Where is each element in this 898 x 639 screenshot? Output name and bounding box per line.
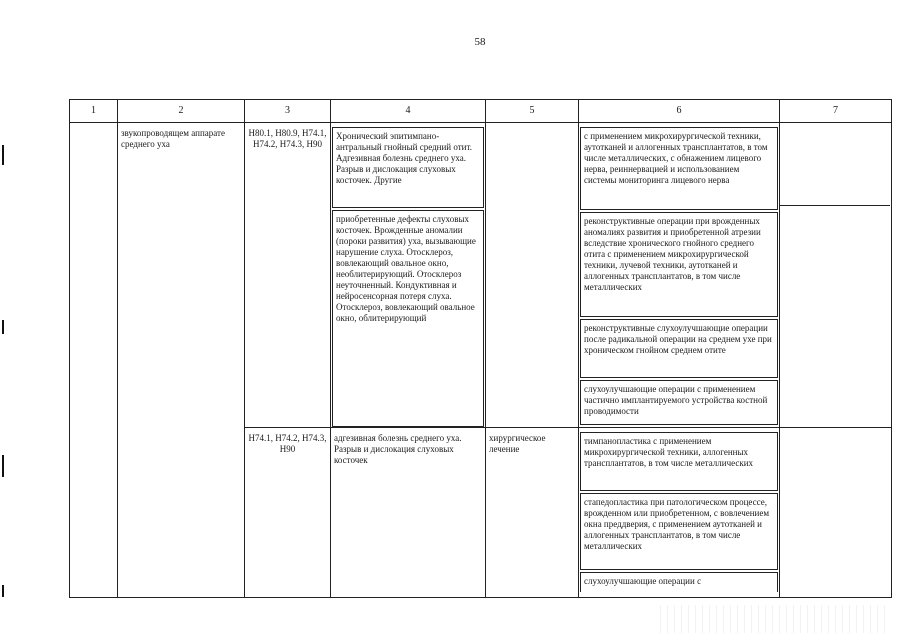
treatment-type: хирургическое лечение [489, 433, 546, 454]
scan-edge-mark [2, 455, 4, 477]
column-header: 2 [118, 100, 245, 123]
method-block: с применением микрохирургической техники, аутотканей и аллогенных трансплантатов, в том числе металлических, с обнажением лицевого нерва, реиннервацией и использованием системы мониторинга лицевого нерва [580, 127, 778, 210]
scan-edge-mark [2, 145, 4, 165]
method-block: реконструктивные операции при врожденных аномалиях развития и приобретенной атрезии вследствие хронического гнойного среднего отита с применением микрохирургической техники, лучевой техники, аутотканей и аллогенных трансплантатов, в том числе металлических [580, 212, 778, 317]
column-header: 1 [70, 100, 118, 123]
cell-col6 [579, 123, 780, 428]
column-header: 4 [331, 100, 486, 123]
cell-col1 [70, 123, 118, 598]
scan-edge-mark [2, 320, 4, 334]
method-block: слухоулучшающие операции с применением частично имплантируемого устройства костной проводимости [580, 380, 778, 425]
method-block: стапедопластика при патологическом процессе, врожденном или приобретенном, с вовлечением окна преддверия, с применением аутотканей и аллогенных трансплантатов, в том числе металлических [580, 493, 778, 570]
cell-col2 [118, 123, 245, 598]
method-block: тимпанопластика с применением микрохирургической техники, аллогенных трансплантатов, в том числе металлических [580, 432, 778, 491]
col7-block [780, 123, 890, 206]
medical-procedures-table [69, 99, 892, 598]
column-number-row [70, 100, 892, 123]
column-header: 7 [780, 100, 892, 123]
icd-codes: H74.1, H74.2, H74.3, H90 [248, 433, 327, 454]
diagnosis-block: Хронический эпитимпано-антральный гнойный средний отит. Адгезивная болезнь среднего уха. Разрыв и дислокация слуховых косточек. Другие [332, 127, 484, 208]
cell-col4 [331, 123, 486, 428]
column-header: 5 [486, 100, 579, 123]
cell-col7 [780, 428, 892, 598]
scan-edge-mark [2, 585, 4, 597]
cell-col7 [780, 123, 892, 428]
cell-col5 [486, 428, 579, 598]
anatomy-text: звукопроводящем аппарате среднего уха [121, 128, 225, 149]
cell-col3 [245, 123, 331, 428]
method-block: слухоулучшающие операции с [580, 572, 778, 592]
column-header: 3 [245, 100, 331, 123]
diagnosis-block: приобретенные дефекты слуховых косточек. Врожденные аномалии (пороки развития) уха, вызывающие нарушение слуха. Отосклероз, вовлекающий овальное окно, необлитерирующий. Отосклероз неуточненный. Кондуктивная и нейросенсорная потеря слуха. Отосклероз, вовлекающий овальное окно, облитерирующий [332, 210, 484, 427]
scan-noise [660, 605, 890, 633]
method-block: реконструктивные слухоулучшающие операции после радикальной операции на среднем ухе при хроническом гнойном среднем отите [580, 319, 778, 378]
cell-col4 [331, 428, 486, 598]
diagnosis-text: адгезивная болезнь среднего уха. Разрыв и дислокация слуховых косточек [334, 433, 462, 465]
icd-codes: H80.1, H80.9, H74.1, H74.2, H74.3, H90 [248, 128, 327, 149]
column-header: 6 [579, 100, 780, 123]
page-number: 58 [474, 36, 486, 48]
cell-col6 [579, 428, 780, 598]
cell-col5 [486, 123, 579, 428]
cell-col3 [245, 428, 331, 598]
table-row [70, 123, 892, 428]
